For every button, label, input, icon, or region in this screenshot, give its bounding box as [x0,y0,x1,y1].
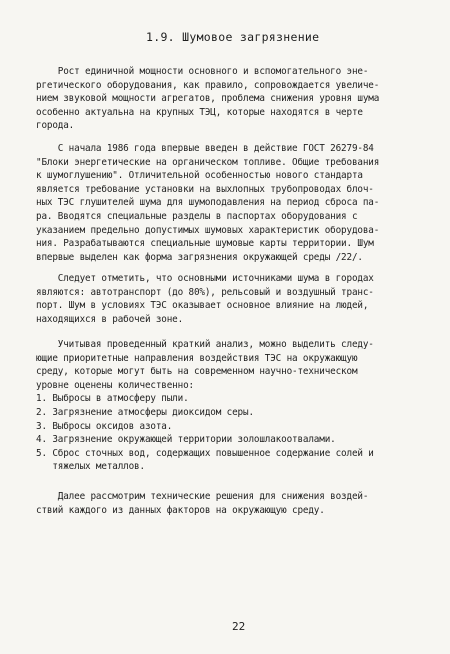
text-line: к шумоглушению". Отличительной особенностью нового стандарта [36,170,363,182]
text-line: среду, которые могут быть на современном научно-техническом [36,366,358,378]
text-line: тяжелых металлов. [36,461,145,473]
paragraph-noise-sources [36,272,426,326]
paragraph-gost-standard [36,142,426,264]
text-line: являются: автотранспорт (до 80%), рельсовый и воздушный транс- [36,286,374,298]
page-number: 22 [232,620,246,633]
paragraph-conclusion [36,490,426,517]
text-line: ргетического оборудования, как правило, сопровождается увеличе- [36,79,380,91]
paragraph-power-growth [36,65,426,133]
section-heading: 1.9. Шумовое загрязнение [146,30,320,44]
text-line: 4. Загрязнение окружающей территории золошлакоотвалами. [36,434,336,446]
text-line: 3. Выбросы оксидов азота. [36,420,173,432]
text-line: Следует отметить, что основными источниками шума в городах [36,273,374,284]
text-line: ствий каждого из данных факторов на окружающую среду. [36,504,325,516]
text-line: впервые выделен как форма загрязнения окружающей среды /22/. [36,251,363,263]
text-line: является требование установки на выхлопных трубопроводах блоч- [36,183,374,195]
text-line: города. [36,120,75,132]
text-line: 5. Сброс сточных вод, содержащих повышенное содержание солей и [36,447,374,459]
text-line: "Блоки энергетические на органическом топливе. Общие требования [36,156,380,168]
text-line: ния. Разрабатываются специальные шумовые карты территории. Шум [36,238,374,250]
text-line: указанием предельно допустимых шумовых характеристик оборудова- [36,224,380,236]
paragraph-priority-directions [36,338,426,474]
text-line: 1. Выбросы в атмосферу пыли. [36,393,189,405]
text-line: 2. Загрязнение атмосферы диоксидом серы. [36,406,254,418]
text-line: ра. Вводятся специальные разделы в паспортах оборудования с [36,210,358,222]
text-line: Учитывая проведенный краткий анализ, можно выделить следу- [36,339,374,350]
text-line: порт. Шум в условиях ТЭС оказывает основное влияние на людей, [36,300,369,312]
text-line: ющие приоритетные направления воздействия ТЭС на окружающую [36,352,358,364]
text-line: Рост единичной мощности основного и вспомогательного эне- [36,66,369,77]
text-line: нием звуковой мощности агрегатов, проблема снижения уровня шума [36,93,380,105]
text-line: особенно актуальна на крупных ТЭЦ, которые находятся в черте [36,106,363,118]
text-line: ных ТЭС глушителей шума для шумоподавления на период сброса па- [36,197,380,209]
text-line: находящихся в рабочей зоне. [36,313,184,325]
text-line: уровне оценены количественно: [36,379,194,391]
text-line: С начала 1986 года впервые введен в действие ГОСТ 26279-84 [36,143,374,154]
text-line: Далее рассмотрим технические решения для снижения воздей- [36,491,369,502]
